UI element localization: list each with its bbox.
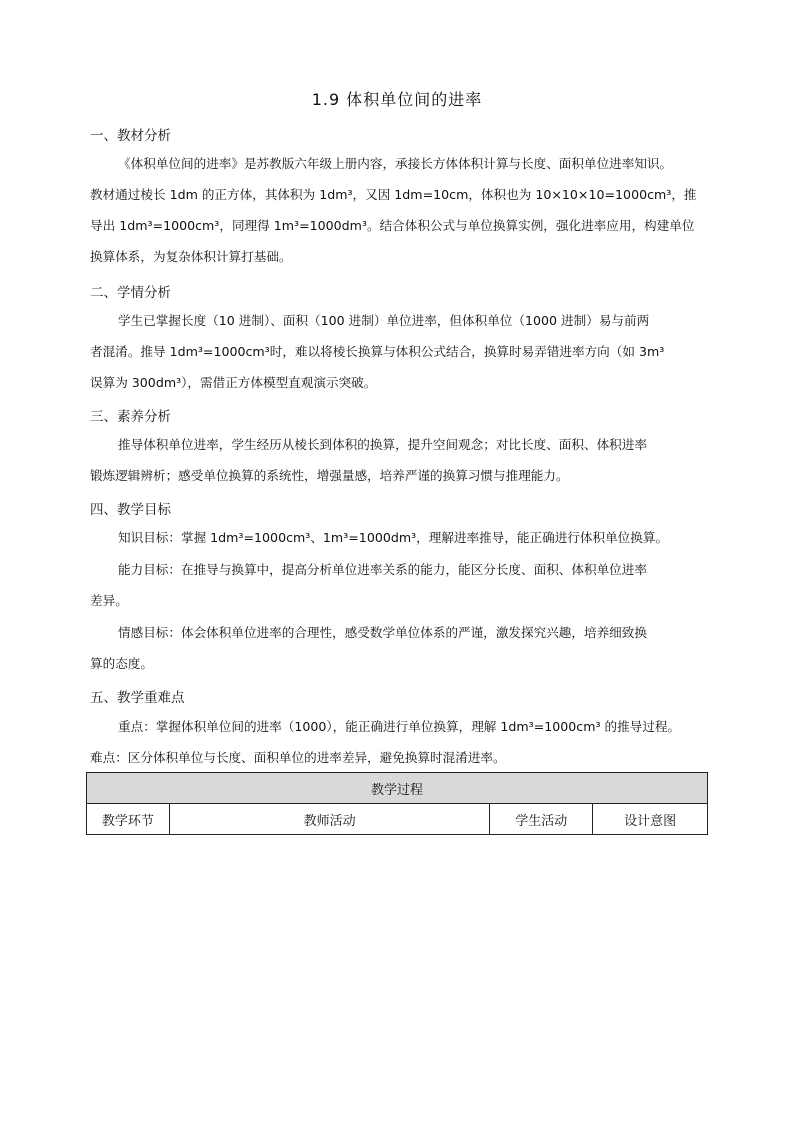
column-header: 设计意图	[593, 804, 708, 835]
paragraph-line: 推导体积单位进率，学生经历从棱长到体积的换算，提升空间观念；对比长度、面积、体积进率	[118, 437, 647, 452]
table-caption: 教学过程	[87, 773, 708, 804]
column-header: 教师活动	[169, 804, 489, 835]
section-body-textbook-analysis	[90, 148, 706, 272]
table-header-row	[87, 804, 708, 835]
paragraph-line: 学生已掌握长度（10 进制）、面积（100 进制）单位进率，但体积单位（1000 进制）易与前两	[118, 313, 650, 328]
key-points	[90, 711, 706, 742]
column-header: 学生活动	[490, 804, 593, 835]
paragraph-line: 《体积单位间的进率》是苏教版六年级上册内容，承接长方体体积计算与长度、面积单位进率知识。	[118, 156, 673, 171]
goal-ability	[90, 554, 706, 616]
paragraph-line: 误算为 300dm³），需借正方体模型直观演示突破。	[90, 375, 377, 390]
paragraph-line: 知识目标：掌握 1dm³=1000cm³、1m³=1000dm³，理解进率推导，能正确进行体积单位换算。	[118, 530, 669, 545]
section-heading-key-difficult-points: 五、教学重难点	[90, 690, 185, 706]
paragraph-line: 换算体系，为复杂体积计算打基础。	[90, 249, 292, 264]
paragraph-line: 情感目标：体会体积单位进率的合理性，感受数学单位体系的严谨，激发探究兴趣，培养细致换	[118, 625, 647, 640]
section-heading-student-analysis: 二、学情分析	[90, 285, 171, 301]
column-header: 教学环节	[87, 804, 170, 835]
section-heading-textbook-analysis: 一、教材分析	[90, 128, 171, 144]
paragraph-line: 者混淆。推导 1dm³=1000cm³时，难以将棱长换算与体积公式结合，换算时易弄错进率方向（如 3m³	[90, 344, 665, 359]
difficult-points	[90, 742, 706, 773]
paragraph-line: 导出 1dm³=1000cm³，同理得 1m³=1000dm³。结合体积公式与单位换算实例，强化进率应用，构建单位	[90, 218, 695, 233]
table-caption-row	[87, 773, 708, 804]
paragraph-line: 重点：掌握体积单位间的进率（1000），能正确进行单位换算，理解 1dm³=1000cm³ 的推导过程。	[118, 719, 681, 734]
teaching-process-table	[86, 772, 708, 835]
paragraph-line: 教材通过棱长 1dm 的正方体，其体积为 1dm³，又因 1dm=10cm，体积也为 10×10×10=1000cm³，推	[90, 187, 697, 202]
section-body-student-analysis	[90, 305, 706, 398]
paragraph-line: 锻炼逻辑辨析；感受单位换算的系统性，增强量感，培养严谨的换算习惯与推理能力。	[90, 468, 569, 483]
section-heading-teaching-goals: 四、教学目标	[90, 502, 171, 518]
paragraph-line: 差异。	[90, 593, 128, 608]
paragraph-line: 算的态度。	[90, 656, 153, 671]
page-title: 1.9 体积单位间的进率	[311, 90, 483, 109]
section-body-literacy-analysis	[90, 429, 706, 491]
paragraph-line: 能力目标：在推导与换算中，提高分析单位进率关系的能力，能区分长度、面积、体积单位进率	[118, 562, 647, 577]
paragraph-line: 难点：区分体积单位与长度、面积单位的进率差异，避免换算时混淆进率。	[90, 750, 506, 765]
section-heading-literacy-analysis: 三、素养分析	[90, 409, 171, 425]
goal-knowledge	[90, 522, 706, 553]
goal-emotion	[90, 617, 706, 679]
